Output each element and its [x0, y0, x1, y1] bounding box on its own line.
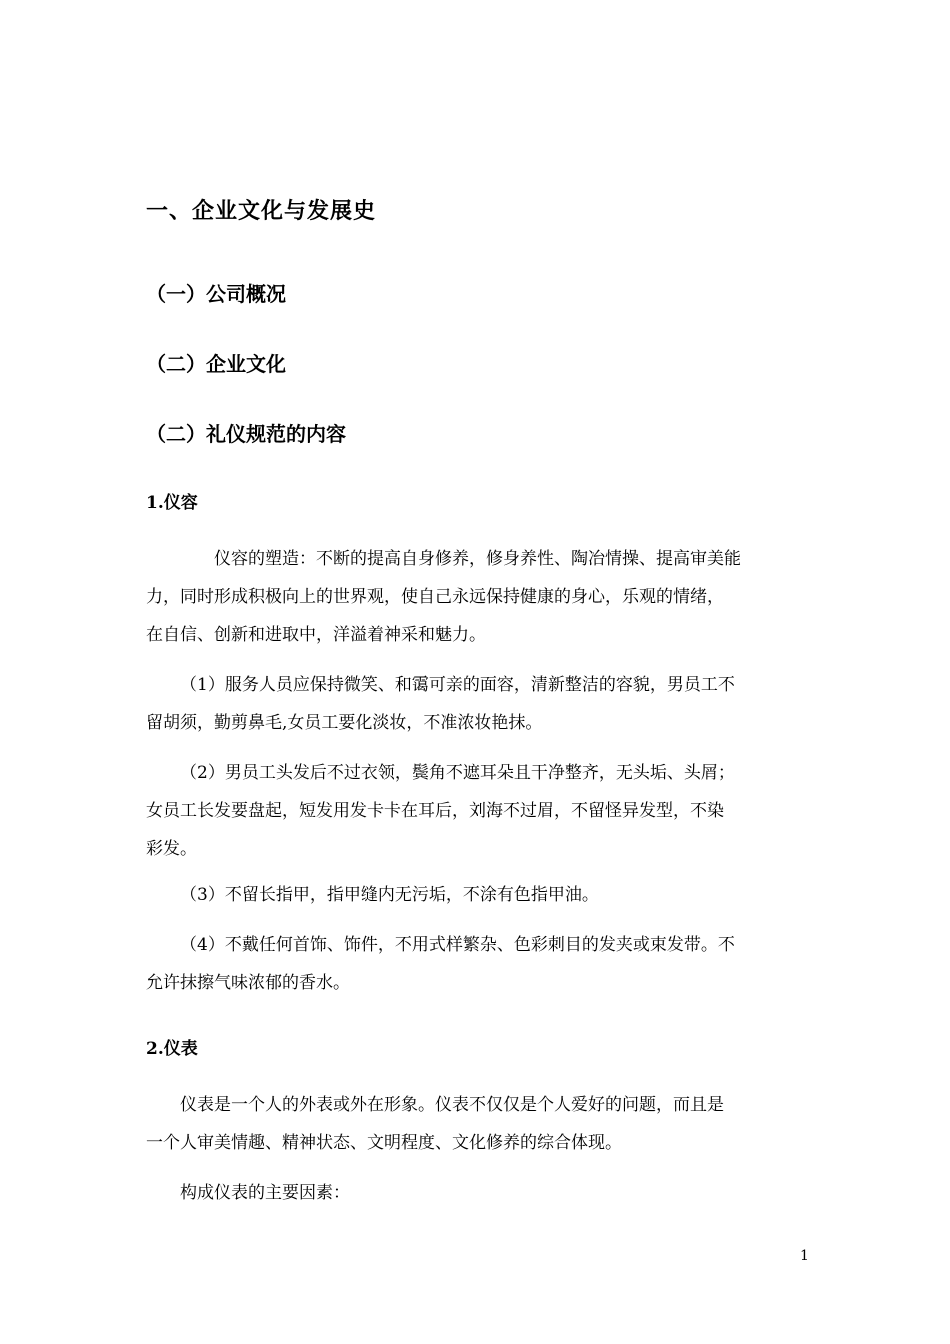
text-line: 力，同时形成积极向上的世界观，使自己永远保持健康的身心，乐观的情绪，: [146, 587, 724, 607]
section-heading-overview: （一）公司概况: [146, 282, 286, 306]
text-line: （2）男员工头发后不过衣领，鬓角不遮耳朵且干净整齐，无头垢、头屑；: [180, 763, 735, 783]
text-line: 仪容的塑造：不断的提高自身修养，修身养性、陶冶情操、提高审美能: [180, 549, 741, 569]
manner-factors-paragraph: [146, 1174, 806, 1212]
section-heading-culture: （二）企业文化: [146, 352, 286, 376]
text-line: 在自信、创新和进取中，洋溢着神采和魅力。: [146, 625, 486, 645]
text-line: 允许抹擦气味浓郁的香水。: [146, 973, 350, 993]
appearance-intro-paragraph: [146, 540, 806, 654]
page-number: 1: [800, 1248, 809, 1264]
section-heading-etiquette: （二）礼仪规范的内容: [146, 422, 346, 446]
appearance-item-1: [146, 666, 806, 742]
chapter-heading: 一、企业文化与发展史: [146, 199, 377, 224]
text-line: 彩发。: [146, 839, 197, 859]
text-line: 仪表是一个人的外表或外在形象。仪表不仅仅是个人爱好的问题，而且是: [180, 1095, 724, 1115]
subsection-heading-manner: 2.仪表: [146, 1039, 198, 1059]
text-line: （3）不留长指甲，指甲缝内无污垢，不涂有色指甲油。: [180, 885, 599, 905]
text-line: 留胡须，勤剪鼻毛,女员工要化淡妆，不准浓妆艳抹。: [146, 713, 543, 733]
appearance-item-2: [146, 754, 806, 868]
manner-intro-paragraph: [146, 1086, 806, 1162]
appearance-item-3: [146, 876, 806, 914]
appearance-item-4: [146, 926, 806, 1002]
text-line: （1）服务人员应保持微笑、和霭可亲的面容，清新整洁的容貌，男员工不: [180, 675, 735, 695]
subsection-heading-appearance: 1.仪容: [146, 493, 198, 513]
text-line: （4）不戴任何首饰、饰件，不用式样繁杂、色彩刺目的发夹或束发带。不: [180, 935, 735, 955]
text-line: 构成仪表的主要因素：: [180, 1183, 350, 1203]
text-line: 一个人审美情趣、精神状态、文明程度、文化修养的综合体现。: [146, 1133, 622, 1153]
text-line: 女员工长发要盘起，短发用发卡卡在耳后，刘海不过眉，不留怪异发型，不染: [146, 801, 724, 821]
